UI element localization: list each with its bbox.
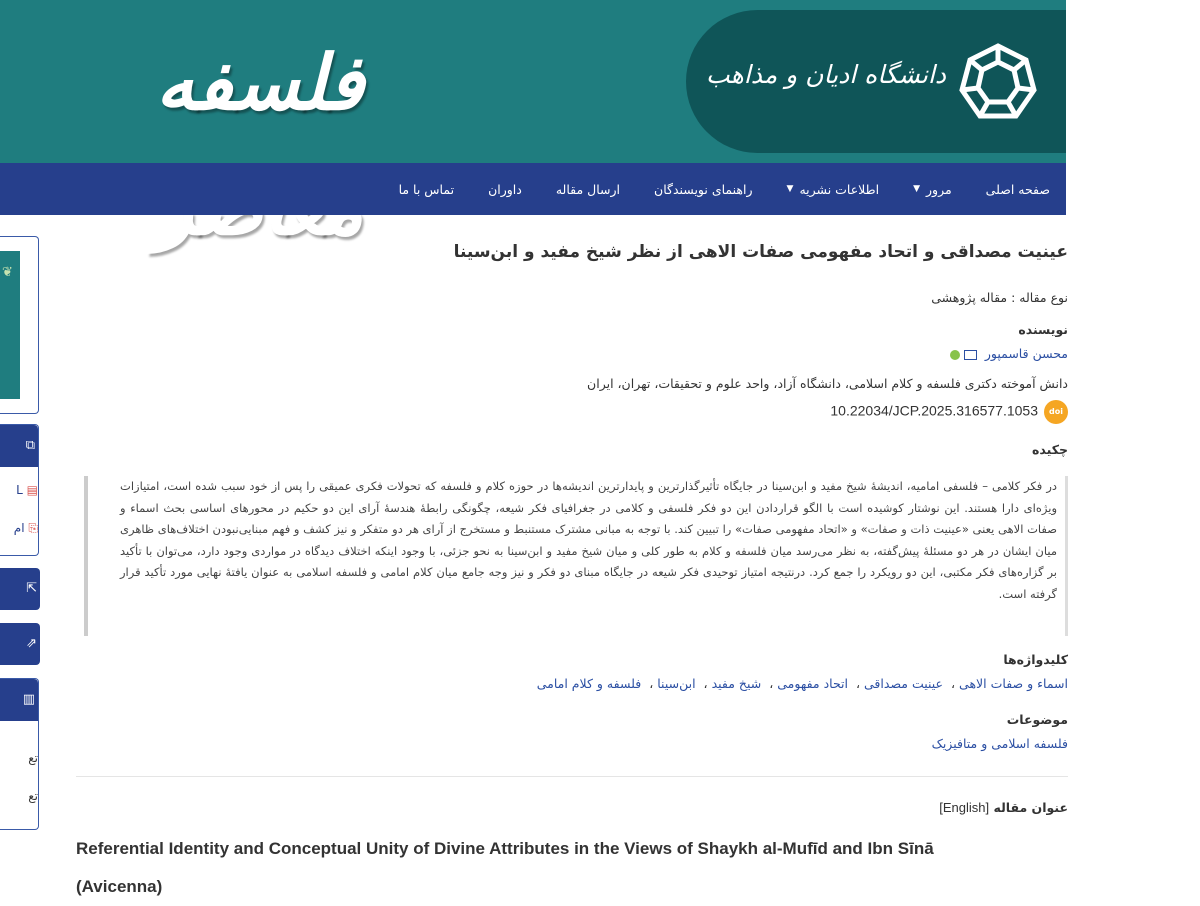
nav-reviewers[interactable] <box>488 182 522 197</box>
file-pdf-label: ام <box>13 521 25 535</box>
article-type-row: نوع مقاله : مقاله پژوهشی <box>931 290 1068 305</box>
abstract-heading: چکیده <box>1032 442 1068 457</box>
tree-icon: ❦ <box>2 265 13 280</box>
nav-journal-info-label: اطلاعات نشریه <box>799 181 880 197</box>
caret-down-icon: ▼ <box>913 184 920 194</box>
doi-row <box>830 400 1068 424</box>
nav-menu <box>399 163 1050 215</box>
nav-home[interactable] <box>986 182 1050 197</box>
keyword-link[interactable]: ابن‌سینا <box>657 676 696 691</box>
article-type-value: مقاله پژوهشی <box>931 290 1008 305</box>
caret-down-icon: ▼ <box>786 184 794 194</box>
nav-contact-label: تماس با ما <box>398 181 455 197</box>
subject-link[interactable]: فلسفه اسلامی و متافیزیک <box>931 736 1068 751</box>
share-button[interactable] <box>0 568 40 610</box>
statistics-header <box>0 679 38 721</box>
keyword-link[interactable]: عینیت مصداقی <box>864 676 944 691</box>
university-name: دانشگاه ادیان و مذاهب <box>706 60 946 89</box>
keywords-list: اسماء و صفات الاهی، عینیت مصداقی، اتحاد مفهومی، شیخ مفید، ابن‌سینا، فلسفه و کلام امامی <box>536 676 1068 691</box>
language-tag: [English] <box>939 800 990 815</box>
orcid-icon[interactable] <box>950 350 960 360</box>
abstract-scrollbar[interactable] <box>84 476 88 636</box>
article-title: عینیت مصداقی و اتحاد مفهومی صفات الاهی از نظر شیخ مفید و ابن‌سینا <box>453 242 1068 262</box>
export-citation-button[interactable] <box>0 623 40 665</box>
issue-cover-image[interactable] <box>0 251 20 399</box>
stat-views: تع <box>28 751 38 765</box>
author-heading: نویسنده <box>1018 322 1068 337</box>
keywords-heading: کلیدواژه‌ها <box>1003 652 1068 667</box>
main-navbar <box>0 163 1066 215</box>
nav-submit[interactable] <box>556 182 620 197</box>
nav-contact[interactable] <box>399 182 455 197</box>
nav-author-guide[interactable] <box>654 182 753 197</box>
nav-home-label: صفحه اصلی <box>985 181 1050 197</box>
article-files-box <box>0 424 39 556</box>
export-icon: ⇗ <box>26 636 37 651</box>
author-affiliation: دانش آموخته دکتری فلسفه و کلام اسلامی، دانشگاه آزاد، واحد علوم و تحقیقات، تهران، ایران <box>587 376 1068 391</box>
file-pdf-icon: ⎘ <box>28 521 38 535</box>
files-header <box>0 425 38 467</box>
nav-journal-info[interactable] <box>787 182 880 197</box>
abstract-text: در فکر کلامی – فلسفی امامیه، اندیشهٔ شیخ مفید و ابن‌سینا در جایگاه تأثیرگذارترین و پایدارترین اندیشه‌ها در حوزه کلام و فلسفه که تحولات فکری عمیقی را پس از خود سبب شده است، امتیازات ویژه‌ای دارا هستند. این نوشتار کوشیده است با الگو قراردادن این دو فکر فلسفی و کلامی در جغرافیای فکر شیعه، چگونگی رابطهٔ هندسهٔ آرای این دو حکیم در محورهای اساسی بحث اسماء و صفات الاهی یعنی «عینیت ذات و صفات» و «اتحاد مفهومی صفات» را تبیین کند. با توجه به مبانی مشترک مستنبط و مستخرج از آرای هر دو متفکر و نیز کشف و فهم مبنایی‌نبودن اختلاف‌های ظاهری میان ایشان در هر دو مسئلهٔ پیش‌گفته، به نظر می‌رسد میان فلسفه و کلام به طور کلی و میان شیخ مفید و ابن‌سینا به نحو جزئی، با وجود اینکه اختلاف دیدگاه در مواردی وجود دارد، می‌توان با تأکید بر گزاره‌های فکر مکتبی، این دو رویکرد را جمع کرد. درنتیجه امتیاز توحیدی فکر شیعه در جایگاه مبنای دو فکر و نیز وجه جامع میان کلام امامی و فلسفه اسلامی به عنوان یافتهٔ نهایی مورد تأکید قرار گرفته است. <box>120 479 1057 601</box>
english-article-title: Referential Identity and Conceptual Unity of Divine Attributes in the Views of Shaykh al-Mufīd and Ibn Sīnā (Avicenna) <box>76 839 934 896</box>
journal-logo-title[interactable]: فلسفه <box>155 38 365 127</box>
stat-downloads: تع <box>28 789 38 803</box>
nav-browse[interactable] <box>913 182 952 197</box>
email-icon[interactable] <box>964 350 977 360</box>
keyword-link[interactable]: شیخ مفید <box>711 676 762 691</box>
files-icon: ⧉ <box>25 438 35 453</box>
file-link-pdf[interactable] <box>0 521 38 536</box>
file-link-xml[interactable] <box>0 483 38 497</box>
english-title-heading <box>939 800 1068 815</box>
english-title-label: عنوان مقاله <box>993 800 1068 815</box>
section-divider <box>76 776 1068 777</box>
university-banner[interactable] <box>686 10 1066 153</box>
share-icon: ⇱ <box>26 581 37 596</box>
issue-cover-box <box>0 236 39 414</box>
nav-reviewers-label: داوران <box>488 181 522 197</box>
abstract-box <box>90 476 1068 636</box>
doi-icon: doi <box>1044 400 1068 424</box>
keyword-link[interactable]: اتحاد مفهومی <box>777 676 848 691</box>
university-emblem-icon <box>956 40 1040 124</box>
keyword-link[interactable]: اسماء و صفات الاهی <box>959 676 1068 691</box>
author-name-link[interactable]: محسن قاسمپور <box>984 346 1068 361</box>
keyword-link[interactable]: فلسفه و کلام امامی <box>536 676 642 691</box>
nav-submit-label: ارسال مقاله <box>555 181 621 197</box>
author-row <box>950 346 1068 361</box>
article-type-label: نوع مقاله <box>1019 290 1068 305</box>
doi-link[interactable]: 10.22034/JCP.2025.316577.1053 <box>830 402 1038 419</box>
subjects-row <box>932 736 1068 751</box>
nav-browse-label: مرور <box>926 181 952 197</box>
file-xml-label: L <box>16 483 23 497</box>
subjects-heading: موضوعات <box>1006 712 1068 727</box>
journal-header <box>0 0 1066 163</box>
file-xml-icon: ▤ <box>26 483 38 497</box>
statistics-box <box>0 678 39 830</box>
bar-chart-icon: ▥ <box>22 692 35 707</box>
nav-author-guide-label: راهنمای نویسندگان <box>654 181 753 197</box>
